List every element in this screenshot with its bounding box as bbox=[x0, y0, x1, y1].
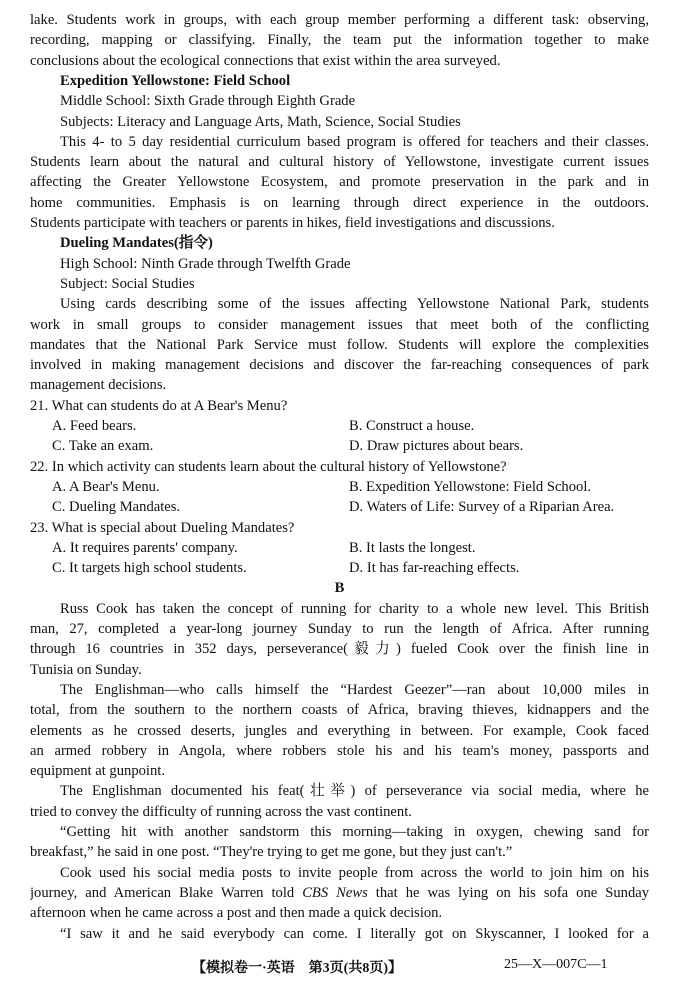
passage-line: breakfast,” he said in one post. “They're trying to get me gone, but they just can't.” bbox=[30, 844, 513, 861]
passage-line: lake. Students work in groups, with each group member performing a different task: observing, bbox=[30, 12, 649, 28]
answer-option: A. It requires parents' company. bbox=[52, 539, 238, 556]
answer-option: B. Expedition Yellowstone: Field School. bbox=[349, 478, 592, 495]
passage-line: elements as he crossed deserts, jungles and everything in between. For example, Cook faced bbox=[30, 722, 649, 739]
passage-line: The Englishman—who calls himself the “Hardest Geezer”—ran about 10,000 miles in bbox=[60, 681, 649, 698]
answer-option: C. Dueling Mandates. bbox=[52, 499, 181, 516]
passage-line: man, 27, completed a year-long journey Sunday to run the length of Africa. After running bbox=[30, 621, 649, 637]
subjects-line: Subject: Social Studies bbox=[60, 275, 195, 292]
passage-line: Tunisia on Sunday. bbox=[30, 661, 142, 678]
passage-line: affecting the Greater Yellowstone Ecosystem, and promote preservation in the park and in bbox=[30, 174, 649, 191]
publication-name: CBS News bbox=[302, 884, 368, 901]
passage-line: work in small groups to consider management issues that meet both of the conflicting bbox=[30, 316, 649, 333]
answer-option: D. It has far-reaching effects. bbox=[349, 560, 520, 577]
passage-line: Students participate with teachers or parents in hikes, field investigations and discussions. bbox=[30, 215, 555, 231]
section-heading: Expedition Yellowstone: Field School bbox=[60, 72, 291, 89]
passage-line: The Englishman documented his feat(壮举) of perseverance via social media, where he bbox=[60, 783, 649, 800]
passage-line: Students learn about the natural and cultural history of Yellowstone, investigate current issues bbox=[30, 154, 649, 171]
passage-line: management decisions. bbox=[30, 377, 167, 394]
passage-line: Russ Cook has taken the concept of running for charity to a whole new level. This British bbox=[60, 600, 649, 617]
passage-line: recording, mapping or classifying. Finally, the team put the information together to make bbox=[30, 32, 649, 49]
question-stem: 23. What is special about Dueling Mandates? bbox=[30, 519, 295, 536]
question-stem: 21. What can students do at A Bear's Menu? bbox=[30, 397, 288, 414]
passage-line: “Getting hit with another sandstorm this morning—taking in oxygen, chewing sand for bbox=[60, 824, 649, 840]
passage-line: Cook used his social media posts to invite people from across the world to join him on his bbox=[60, 864, 649, 881]
passage-line: through 16 countries in 352 days, perseverance(毅力) fueled Cook over the finish line in bbox=[30, 641, 649, 658]
grade-level: Middle School: Sixth Grade through Eighth Grade bbox=[60, 93, 356, 110]
page-footer-code: 25—X—007C—1 bbox=[504, 957, 608, 972]
answer-option: D. Draw pictures about bears. bbox=[349, 438, 524, 455]
answer-option: B. Construct a house. bbox=[349, 418, 475, 434]
section-b-heading: B bbox=[334, 580, 345, 597]
answer-option: D. Waters of Life: Survey of a Riparian Area. bbox=[349, 499, 615, 516]
answer-option: C. It targets high school students. bbox=[52, 560, 247, 577]
line-text: journey, and American Blake Warren told bbox=[30, 884, 303, 901]
subjects-line: Subjects: Literacy and Language Arts, Math, Science, Social Studies bbox=[60, 113, 461, 130]
passage-line: total, from the southern to the northern coasts of Africa, braving thieves, kidnappers and the bbox=[30, 702, 649, 719]
passage-line: Using cards describing some of the issues affecting Yellowstone National Park, students bbox=[60, 296, 649, 313]
passage-line: an armed robbery in Angola, where robbers stole his and his team's money, passports and bbox=[30, 742, 649, 759]
answer-option: A. A Bear's Menu. bbox=[52, 478, 160, 495]
passage-line: conclusions about the ecological connections that exist within the area surveyed. bbox=[30, 52, 501, 69]
passage-line: tried to convey the difficulty of running across the vast continent. bbox=[30, 803, 412, 820]
section-heading: Dueling Mandates(指令) bbox=[60, 235, 213, 252]
question-stem: 22. In which activity can students learn about the cultural history of Yellowstone? bbox=[30, 458, 507, 475]
passage-line: involved in making management decisions and discover the far-reaching consequences of park bbox=[30, 357, 649, 374]
answer-option: C. Take an exam. bbox=[52, 438, 154, 455]
passage-line: equipment at gunpoint. bbox=[30, 763, 165, 780]
passage-line bbox=[30, 883, 649, 903]
passage-line: “I saw it and he said everybody can come. I literally got on Skyscanner, I looked for a bbox=[60, 925, 649, 942]
passage-line: afternoon when he came across a post and then made a quick decision. bbox=[30, 905, 443, 922]
passage-line: mandates that the National Park Service must follow. Students will explore the complexities bbox=[30, 336, 649, 353]
answer-option: A. Feed bears. bbox=[52, 418, 137, 434]
grade-level: High School: Ninth Grade through Twelfth Grade bbox=[60, 255, 351, 272]
passage-line: home communities. Emphasis is on learning through direct experience in the outdoors. bbox=[30, 194, 649, 211]
page-footer-title: 【模拟卷一·英语 第3页(共8页)】 bbox=[192, 961, 402, 976]
answer-option: B. It lasts the longest. bbox=[349, 539, 476, 556]
passage-line: This 4- to 5 day residential curriculum based program is offered for teachers and their classes. bbox=[60, 133, 649, 150]
line-text: that he was lying on his sofa one Sunday bbox=[367, 884, 649, 901]
